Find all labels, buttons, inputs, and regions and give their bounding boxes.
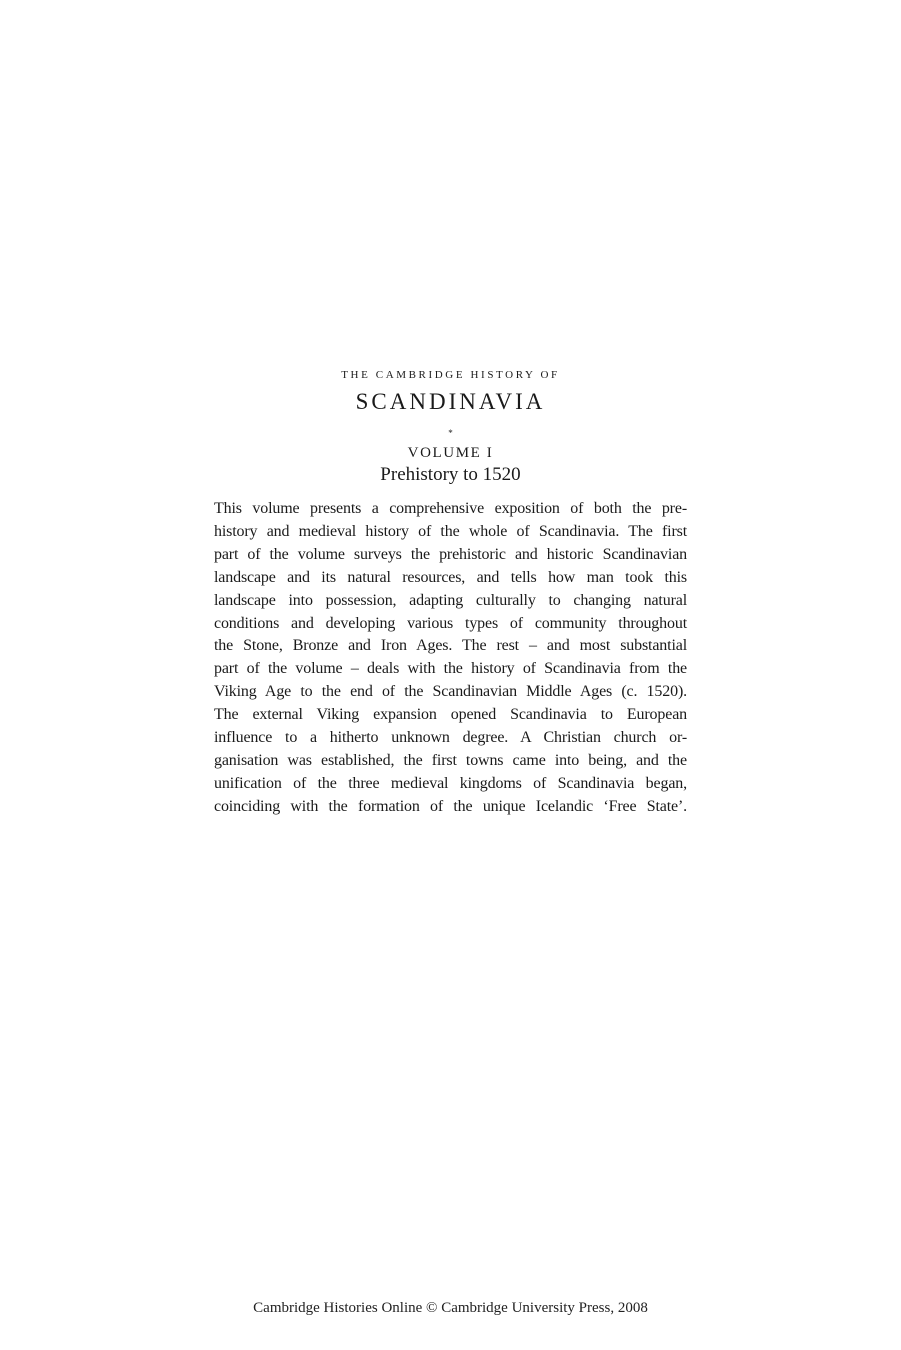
ornament-asterisk: *	[448, 428, 453, 438]
description-line: This volume presents a comprehensive exposition of both the pre-	[214, 500, 687, 517]
description-line: influence to a hitherto unknown degree. A Christian church or-	[214, 729, 687, 747]
description-line: conditions and developing various types of community throughout	[214, 614, 687, 632]
volume-label: VOLUME I	[407, 445, 494, 461]
description-line: unification of the three medieval kingdoms of Scandinavia began,	[214, 774, 687, 792]
book-title: SCANDINAVIA	[355, 389, 546, 414]
description-line: ganisation was established, the first towns came into being, and the	[214, 751, 687, 769]
description-paragraph	[214, 498, 687, 819]
description-line: the Stone, Bronze and Iron Ages. The rest – and most substantial	[214, 637, 687, 655]
series-title: THE CAMBRIDGE HISTORY OF	[341, 369, 560, 381]
description-line: coinciding with the formation of the unique Icelandic ‘Free State’.	[214, 797, 687, 815]
description-line: part of the volume surveys the prehistoric and historic Scandinavian	[214, 545, 687, 563]
description-line: landscape into possession, adapting culturally to changing natural	[214, 591, 687, 609]
description-line: part of the volume – deals with the history of Scandinavia from the	[214, 660, 687, 678]
description-line: The external Viking expansion opened Scandinavia to European	[214, 706, 687, 724]
description-line: history and medieval history of the whole of Scandinavia. The first	[214, 522, 687, 540]
description-line: Viking Age to the end of the Scandinavian Middle Ages (c. 1520).	[214, 683, 687, 701]
copyright-footer: Cambridge Histories Online © Cambridge University Press, 2008	[253, 1300, 648, 1316]
description-line: landscape and its natural resources, and tells how man took this	[214, 568, 687, 586]
volume-subtitle: Prehistory to 1520	[380, 464, 521, 485]
